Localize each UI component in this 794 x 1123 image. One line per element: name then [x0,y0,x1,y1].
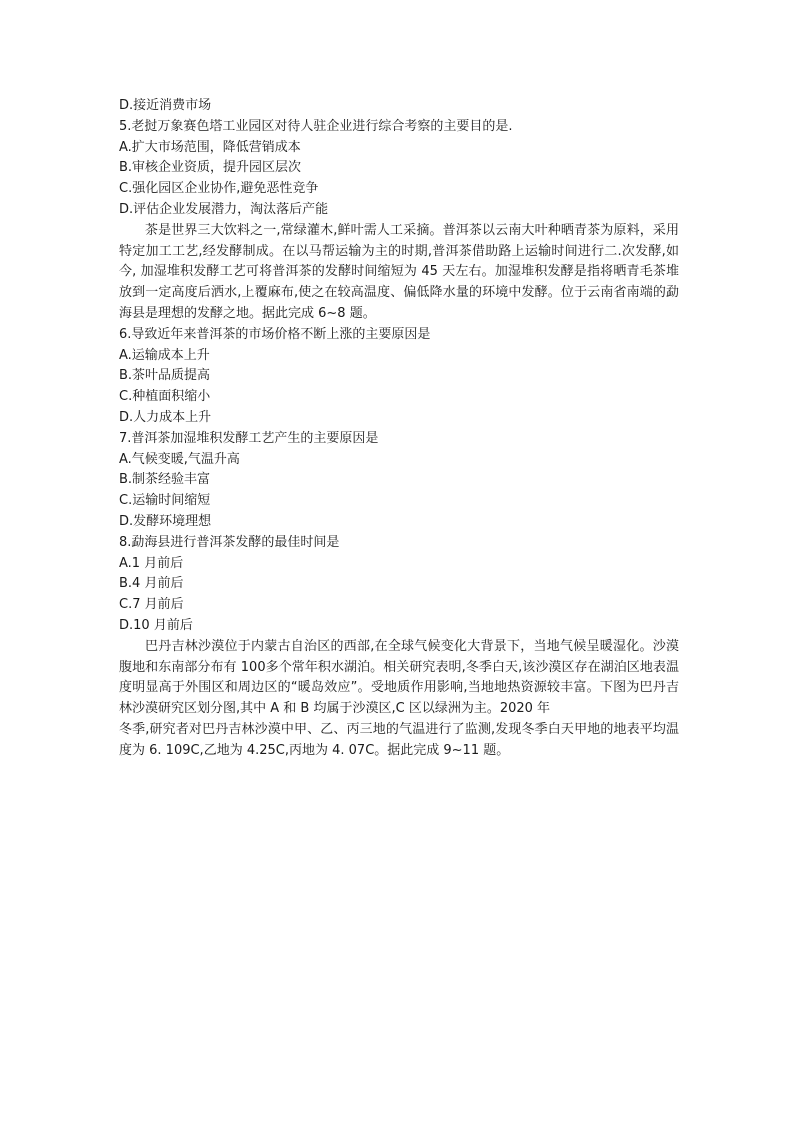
q6-stem: 6.导致近年来普洱茶的市场价格不断上涨的主要原因是 [119,326,431,342]
q7-option-c: C.运输时间缩短 [119,493,211,509]
q8-option-c: C.7 月前后 [119,597,184,613]
q7-option-d: D.发酵环境理想 [119,513,212,529]
q8-option-b: B.4 月前后 [119,576,184,592]
q5-option-c: C.强化园区企业协作,避免恶性竞争 [119,181,319,197]
q8-option-a: A.1 月前后 [119,555,184,571]
q8-option-d: D.10 月前后 [119,617,193,633]
q7-option-b: B.制茶经验丰富 [119,472,211,488]
q5-stem: 5.老挝万象赛色塔工业园区对待人驻企业进行综合考察的主要目的是. [119,118,513,134]
q6-option-d: D.人力成本上升 [119,409,212,425]
q6-option-a: A.运输成本上升 [119,347,210,363]
q6-option-c: C.种植面积缩小 [119,389,211,405]
q5-option-d: D.评估企业发展潜力，淘汰落后产能 [119,201,329,217]
q5-option-b: B.审核企业资质，提升园区层次 [119,160,302,176]
q6-option-b: B.茶叶品质提高 [119,368,211,384]
passage-badain-jaran-desert: 巴丹吉林沙漠位于内蒙古自治区的西部,在全球气候变化大背景下，当地气候呈暖湿化。沙漠腹地和东南部分布有 100多个常年积水湖泊。相关研究表明,冬季白天,该沙漠区存在湖泊区地表温度明显高于外围区和周边区的“暖岛效应”。受地质作用影响,当地地热资源较丰富。下图为巴丹吉林沙漠研究区划分图,其中 A 和 B 均属于沙漠区,C 区以绿洲为主。2020 年 [119,638,679,717]
q7-option-a: A.气候变暖,气温升高 [119,451,240,467]
passage-puer-tea: 茶是世界三大饮料之一,常绿灌木,鲜叶需人工采摘。普洱茶以云南大叶种晒青茶为原料，采用特定加工工艺,经发酵制成。在以马帮运输为主的时期,普洱茶借助路上运输时间进行二.次发酵,如今, 加湿堆积发酵工艺可将普洱茶的发酵时间缩短为 45 天左右。加湿堆积发酵是指将晒青毛茶堆放到一定高度后洒水,上覆麻布,使之在较高温度、偏低降水量的环境中发酵。位于云南省南端的勐海县是理想的发酵之地。据此完成 6~8 题。 [119,222,679,321]
passage-badain-jaran-desert-continued: 冬季,研究者对巴丹吉林沙漠中甲、乙、丙三地的气温进行了监测,发现冬季白天甲地的地表平均温度为 6. 109C,乙地为 4.25C,丙地为 4. 07C。据此完成 9~11 题。 [119,721,679,758]
q5-option-a: A.扩大市场范围，降低营销成本 [119,139,301,155]
q4-option-d: D.接近消费市场 [119,98,212,113]
q7-stem: 7.普洱茶加湿堆积发酵工艺产生的主要原因是 [119,430,379,446]
document-page [119,96,679,762]
q8-stem: 8.勐海县进行普洱茶发酵的最佳时间是 [119,534,340,550]
